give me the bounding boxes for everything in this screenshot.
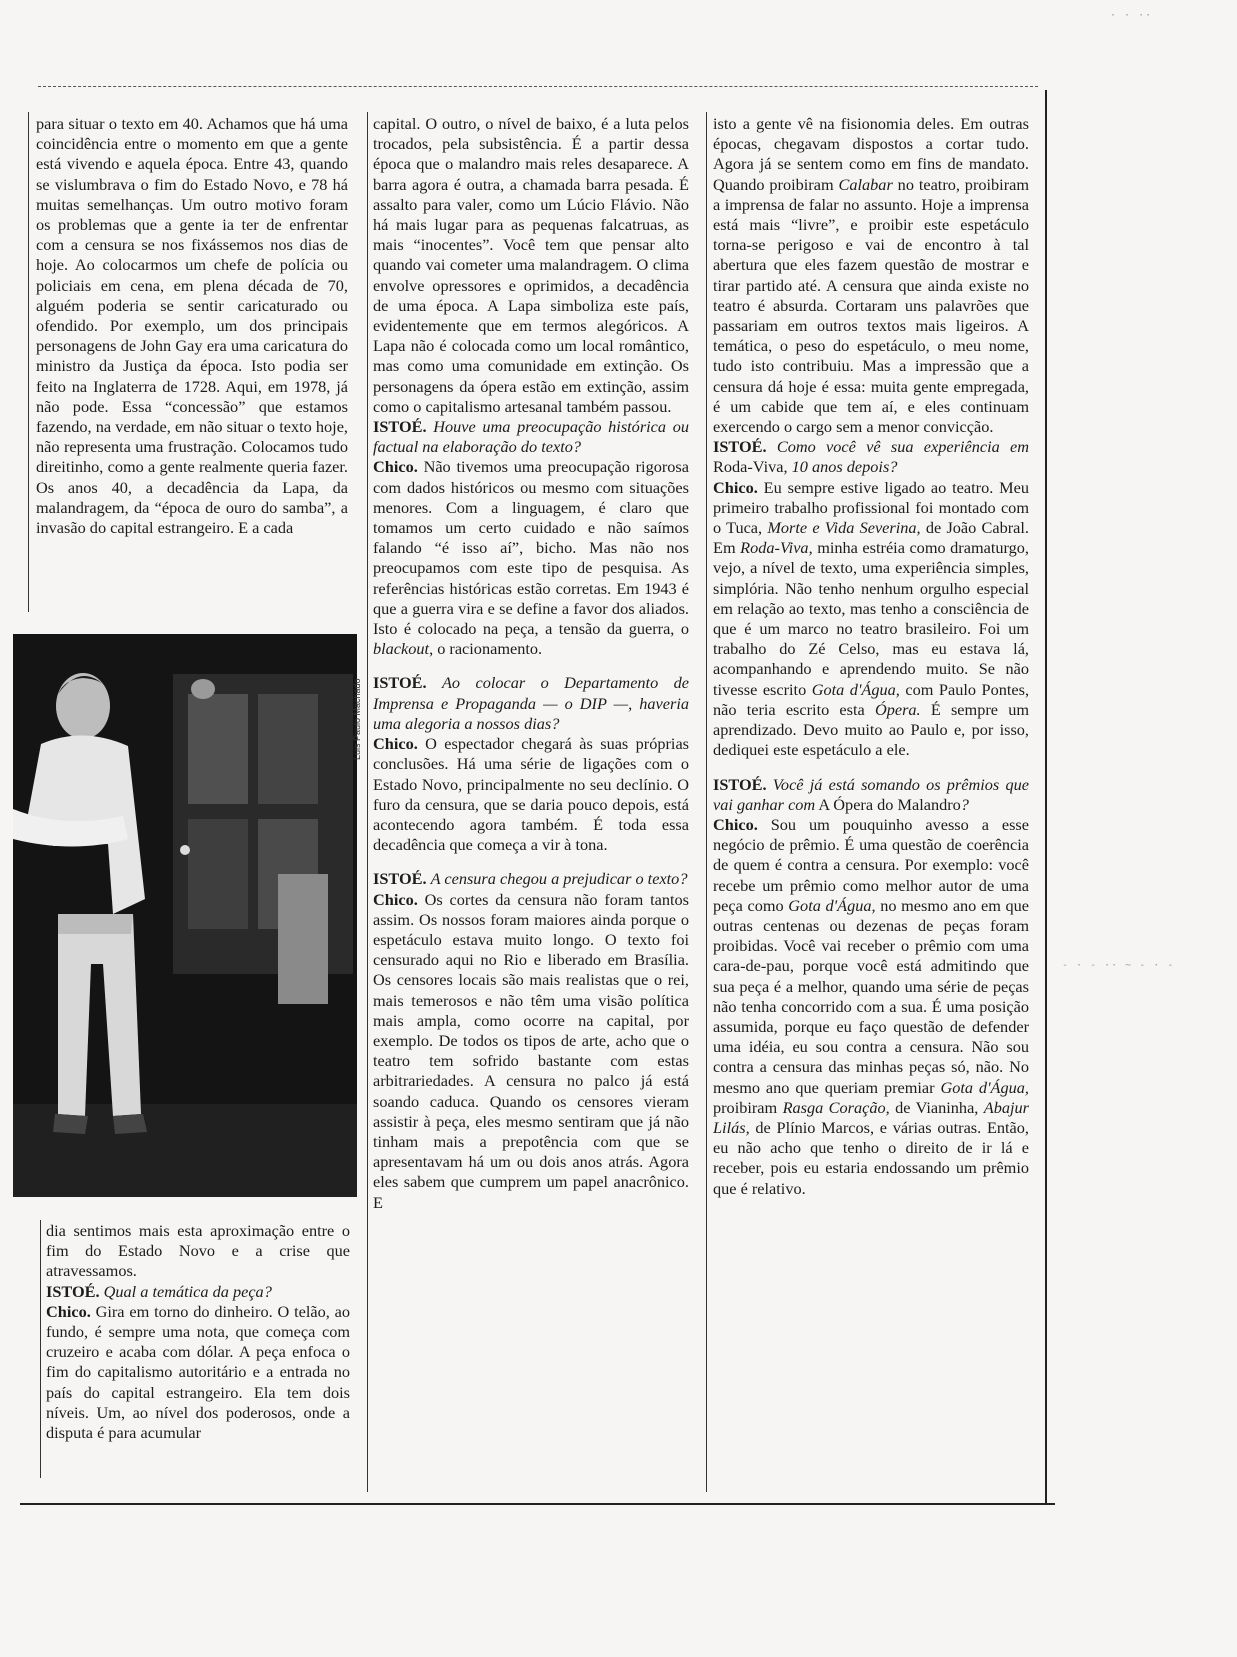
bottom-rule [20,1503,1055,1505]
play-title: Roda-Viva, [740,538,813,558]
question-text: A censura chegou a prejudicar o texto? [430,869,688,889]
answer-lead: Chico. [373,457,418,477]
play-title: Gota d'Água, [811,679,900,699]
body-text: para situar o texto em 40. Achamos que há uma coincidência entre o momento em que a gente está vivendo e aquela época. Entre 43, quando se vislumbrava o fim do Estado Novo, e 78 há muitas semelhanças. Um outro motivo foram os problemas que a gente ia ter de enfrentar com a censura se nos fixássemos nos dias de hoje. Ao colocarmos um chefe de polícia ou policiais em cena, em plena década de 70, alguém poderia se sentir caricaturado ou ofendido. Por exemplo, um dos principais personagens de John Gay era uma caricatura do ministro da Justiça da época. Isto podia ser feito na Inglaterra de 1728. Aqui, em 1978, já não pode. Essa “concessão” que estamos fazendo, na verdade, em não situar o texto hoje, não representa uma frustração. Colocamos tudo direitinho, como a gente realmente queria fazer. Os anos 40, a decadência da Lapa, da malandragem, da “época de ouro do samba”, a invasão do capital estrangeiro. E a cada [36,114,348,538]
right-rule [1045,90,1047,1503]
question-text: Como você vê sua experiência em [776,437,1030,457]
top-rule [38,86,1038,87]
article-column-3 [713,114,1029,1199]
answer-text: no mesmo ano em que outras centenas ou dezenas de peças foram proibidas. Você vai receber o prêmio com uma cara-de-pau, porque você está admitindo que sua peça é a melhor, quando uma série de peças não tenha concorrido com a sua. É uma posição assumida, porque eu faço questão de defender uma idéia, eu sou contra a censura. Não sou contra a censura das minhas peças só, não. No mesmo ano que queriam premiar [713,895,1030,1097]
answer-lead: Chico. [713,477,758,497]
play-title: Abajur Lilás, [713,1097,1029,1137]
question-lead: ISTOÉ. [46,1281,100,1301]
answer-text: , o racionamento. [429,639,543,659]
answer-italic: blackout [373,639,430,659]
body-text: no teatro, proibiram a imprensa de falar no assunto. Hoje a imprensa está mais “livre”, e proibir este espetáculo torna-se perigoso e vai de encontro à tal abertura que eles fazem questão de mostrar e tirar partido até. A censura que ainda existe no teatro é absurda. Cortaram uns palavrões que passariam em outros textos mais ligeiros. A temática, o peso do espetáculo, o meu nome, tudo isto contribuiu. Mas a impressão que a censura dá hoje é essa: muita gente empregada, é um cabide que tem aí, e eles continuam exercendo o cargo sem a menor convicção. [713,174,1030,437]
article-column-1-bottom [46,1221,350,1443]
answer-text: Os cortes da censura não foram tantos assim. Os nossos foram maiores ainda porque o espetáculo estava muito longo. O texto foi censurado aqui no Rio e liberado em Brasília. Os censores locais são mais realistas que o rei, mais temerosos e não têm uma visão política mais ampla, como ocorre na capital, por exemplo. De todos os tipos de arte, acho que o teatro tem sofrido bastante com estas arbitrariedades. A censura no palco já está soando caduca. Quando os censores vieram assistir à peça, eles mesmo sentiram que já não tinham mais a prepotência com que se apresentavam há um ou dois anos atrás. Agora eles sabem que cumprem um papel anacrônico. E [373,889,689,1212]
scan-smudge: - · - ·· ~ - · - [1062,960,1175,971]
column-rule [28,112,29,612]
question-lead: ISTOÉ. [373,673,427,693]
column-rule [367,112,368,1492]
photo-chico [13,634,357,1197]
answer-lead: Chico. [373,734,418,754]
play-title: Calabar [838,174,893,194]
answer-text: proibiram [713,1097,778,1117]
play-title: Gota d'Água, [940,1077,1029,1097]
answer-text: É sempre um aprendizado. Devo muito ao Paulo e, por isso, dediquei este espetáculo a ele. [713,699,1029,760]
photo-credit: Luis Paulo Machado [352,678,362,760]
question-text: Houve uma preocupação histórica ou factual na elaboração do texto? [373,417,689,457]
body-text: isto a gente vê na fisionomia deles. Em outras épocas, chegavam dispostos a cortar tudo. Agora já se sentem como em fins de mandato. Quando proibiram [713,114,1029,194]
question-text: Ao colocar o Departamento de Imprensa e Propaganda — o DIP —, haveria uma alegoria a nossos dias? [373,673,689,733]
question-text: Você já está somando os prêmios que vai ganhar com [713,774,1029,814]
play-title: Gota d'Água, [788,895,876,915]
answer-text: de Vianinha, [895,1097,979,1117]
column-rule [706,112,707,1492]
play-title: Ópera. [874,699,921,719]
question-lead: ISTOÉ. [713,774,767,794]
body-text: capital. O outro, o nível de baixo, é a luta pelos trocados, pela subsistência. É a partir dessa época que o malandro mais reles desaparece. A barra agora é outra, a chamada barra pesada. É assalto para valer, como um Lúcio Flávio. Não há mais lugar para as pequenas falcatruas, as mais “inocentes”. Você tem que pensar alto quando vai cometer uma malandragem. O clima envolve opressores e oprimidos, a decadência de uma época. A Lapa simboliza este país, evidentemente que em termos alegóricos. A Lapa não é colocada como um local romântico, mas como uma comunidade em extinção. Os personagens da ópera estão em extinção, assim como o capitalismo artesanal também passou. [373,114,689,416]
article-column-1 [36,114,348,538]
answer-lead: Chico. [373,889,418,909]
answer-text: de Plínio Marcos, e várias outras. Então, eu não acho que tenho o direito de ir lá e receber, pois eu estaria endossando um prêmio que é relativo. [713,1117,1029,1198]
question-text: Qual a temática da peça? [103,1281,272,1301]
column-rule [40,1220,41,1478]
answer-text: Não tivemos uma preocupação rigorosa com dados históricos ou mesmo com situações menores. Com a linguagem, é claro que tomamos um certo cuidado e não saímos falando “é isso aí”, bicho. Mas não nos preocupamos com este tipo de pesquisa. As referências históricas estão corretas. Em 1943 é que a guerra vira e se define a favor dos aliados. Isto é colocado na peça, a tensão da guerra, o [373,457,689,639]
question-lead: ISTOÉ. [373,417,427,437]
body-text: dia sentimos mais esta aproximação entre o fim do Estado Novo e a crise que atravessamos. [46,1221,350,1281]
answer-lead: Chico. [46,1301,91,1321]
answer-text: com Paulo Pontes, não teria escrito esta [713,679,1030,719]
question-text: ? [960,794,969,814]
answer-text: Sou um pouquinho avesso a esse negócio de prêmio. É uma questão de coerência de quem é contra a censura. Por exemplo: você recebe um prêmio como melhor autor de uma peça como [713,814,1029,915]
answer-text: O espectador chegará às suas próprias conclusões. Há uma série de ligações com o Estado Novo, principalmente no seu declínio. O furo da censura, que se daria pouco depois, está acontecendo agora também. É toda essa decadência que começa a vir à tona. [373,734,690,855]
scan-smudge: · · ·· [1110,10,1153,21]
photo-portrait-illustration [13,634,357,1197]
article-column-2 [373,114,689,1213]
play-title: A Ópera do Malandro [818,794,961,814]
answer-lead: Chico. [713,814,758,834]
play-title: Rasga Coração, [782,1097,890,1117]
answer-text: Gira em torno do dinheiro. O telão, ao fundo, é sempre uma nota, que começa com cruzeiro e acaba com dólar. A peça enfoca o fim do capitalismo autoritário e a entrada no país do capital estrangeiro. Ela tem dois níveis. Um, ao nível dos poderosos, onde a disputa é para acumular [46,1301,350,1443]
question-lead: ISTOÉ. [373,869,427,889]
answer-text: Eu sempre estive ligado ao teatro. Meu primeiro trabalho profissional foi montado com o Tuca, [713,477,1029,538]
question-text: 10 anos depois? [791,457,898,477]
answer-text: de João Cabral. Em [713,518,1029,558]
question-lead: ISTOÉ. [713,437,767,457]
answer-text: minha estréia como dramaturgo, vejo, a nível de texto, uma experiência simples, simplória. Não tenho nenhum orgulho especial em relação ao texto, mas tenho a consciência de que é um marco no teatro brasileiro. Foi um trabalho do Zé Celso, mas eu estava lá, acompanhando e aprendendo muito. Se não tivesse escrito [713,538,1029,699]
play-title: Morte e Vida Severina, [767,518,921,538]
play-title: Roda-Viva, [713,457,788,477]
